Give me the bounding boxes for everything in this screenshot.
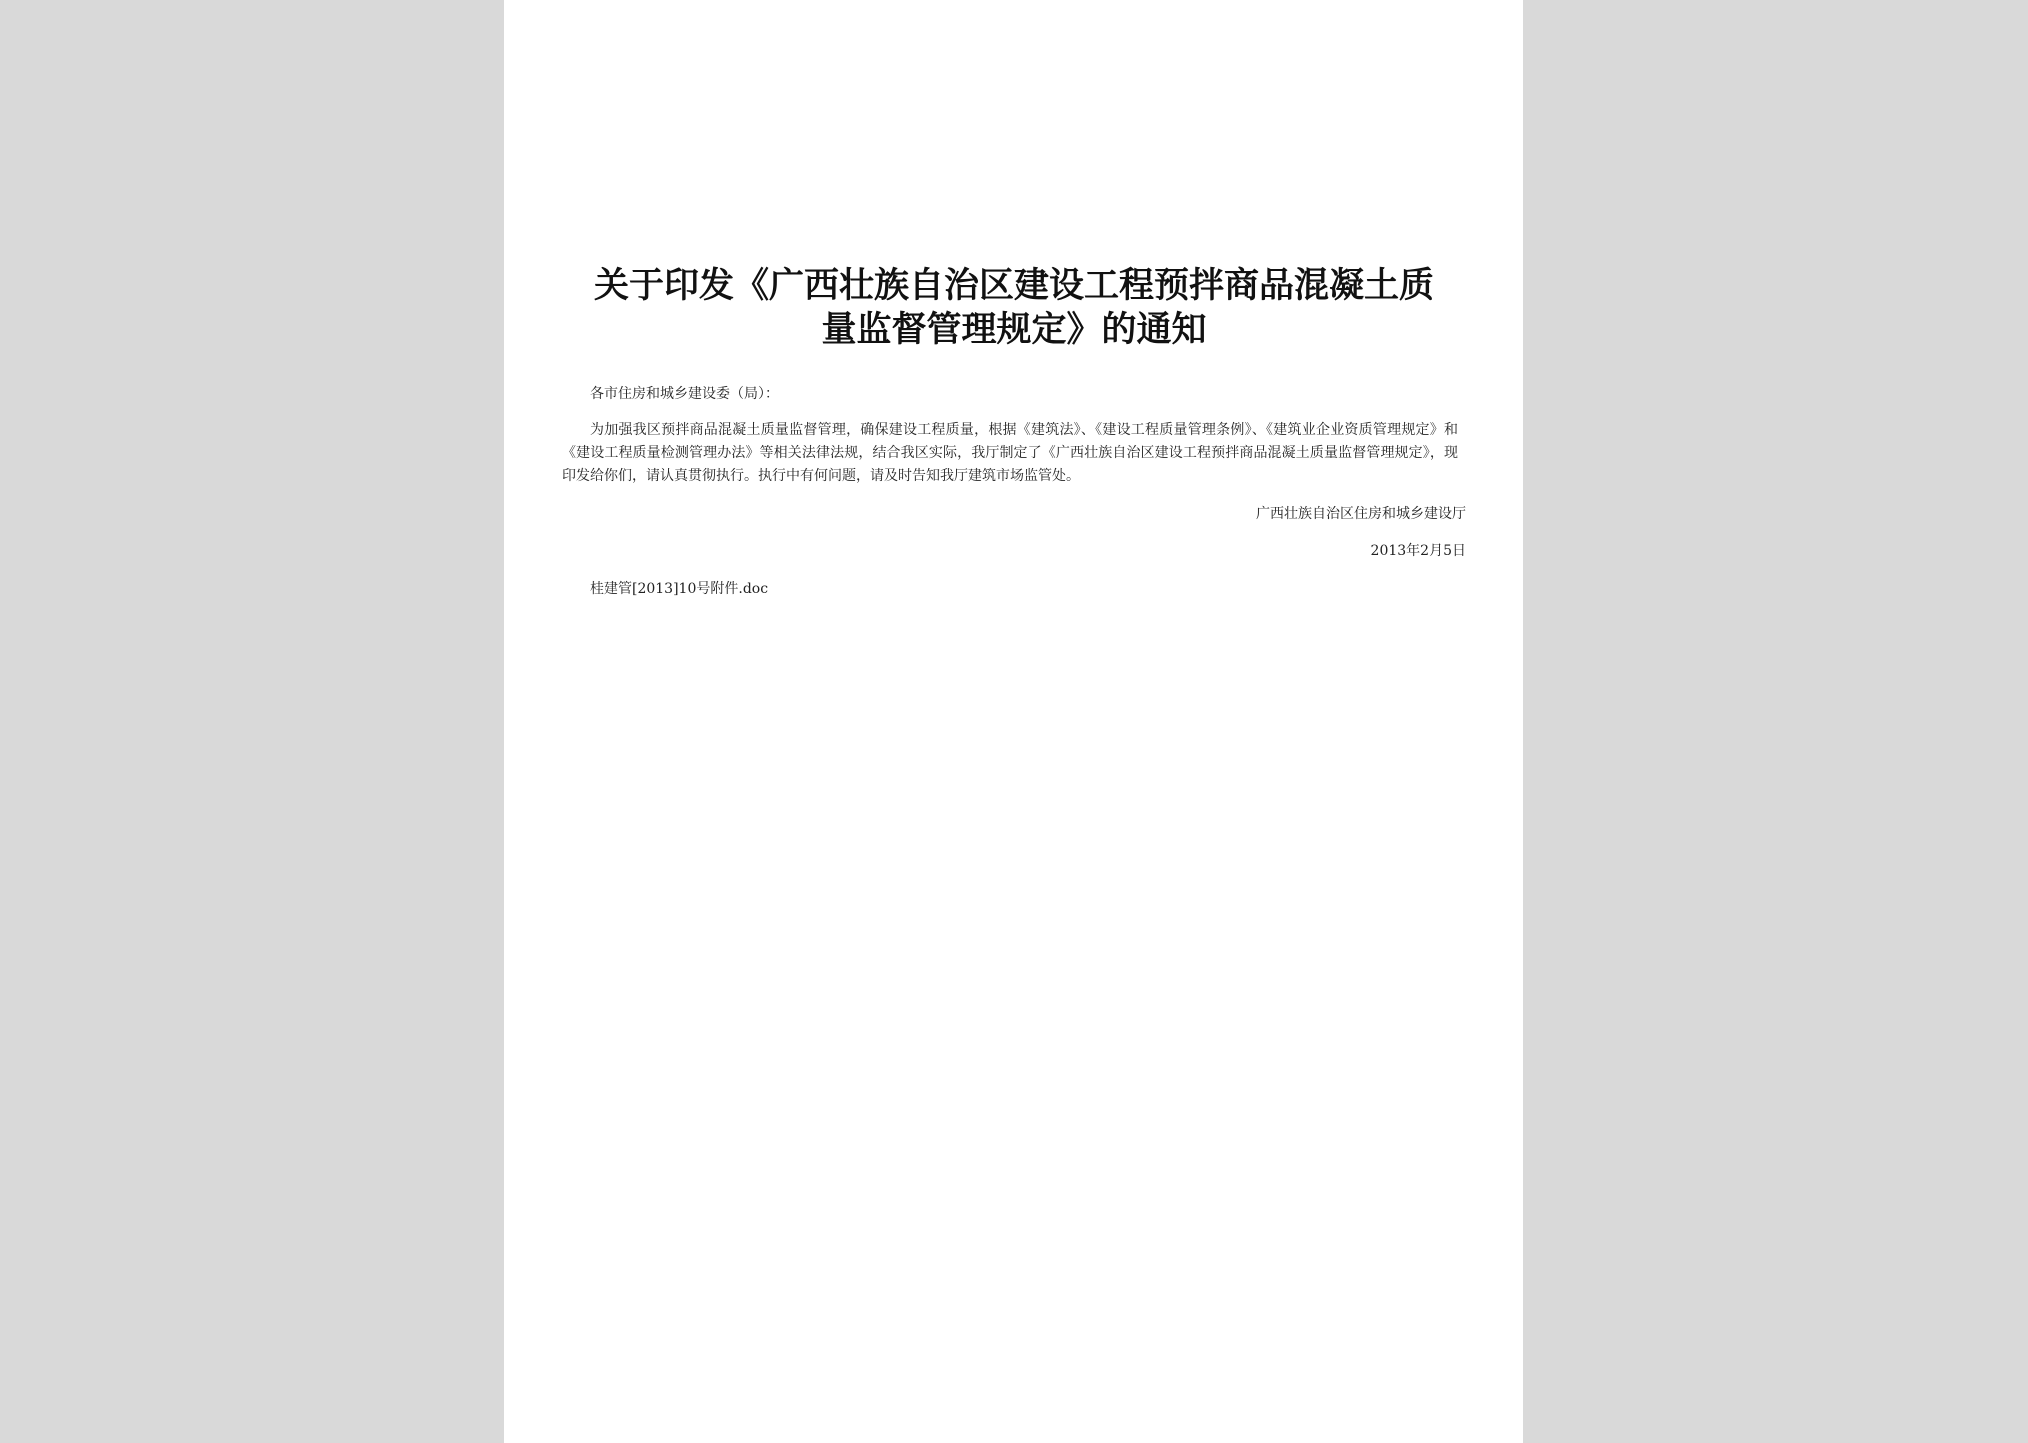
body-paragraph: 为加强我区预拌商品混凝土质量监督管理，确保建设工程质量，根据《建筑法》、《建设工程质量管理条例》、《建筑业企业资质管理规定》和《建设工程质量检测管理办法》等相关法律法规，结合我区实际，我厅制定了《广西壮族自治区建设工程预拌商品混凝土质量监督管理规定》，现印发给你们，请认真贯彻执行。执行中有何问题，请及时告知我厅建筑市场监管处。 [562,422,1458,484]
signature-date: 2013年2月5日 [1370,543,1466,559]
document-page [504,0,1523,1443]
signature-organization: 广西壮族自治区住房和城乡建设厅 [1256,506,1466,522]
document-title-line-1: 关于印发《广西壮族自治区建设工程预拌商品混凝土质 [593,265,1434,306]
attachment-link[interactable]: 桂建管[2013]10号附件.doc [590,581,769,597]
salutation: 各市住房和城乡建设委（局）： [590,386,779,402]
document-title [559,264,1469,352]
document-title-line-2: 量监督管理规定》的通知 [821,309,1207,350]
